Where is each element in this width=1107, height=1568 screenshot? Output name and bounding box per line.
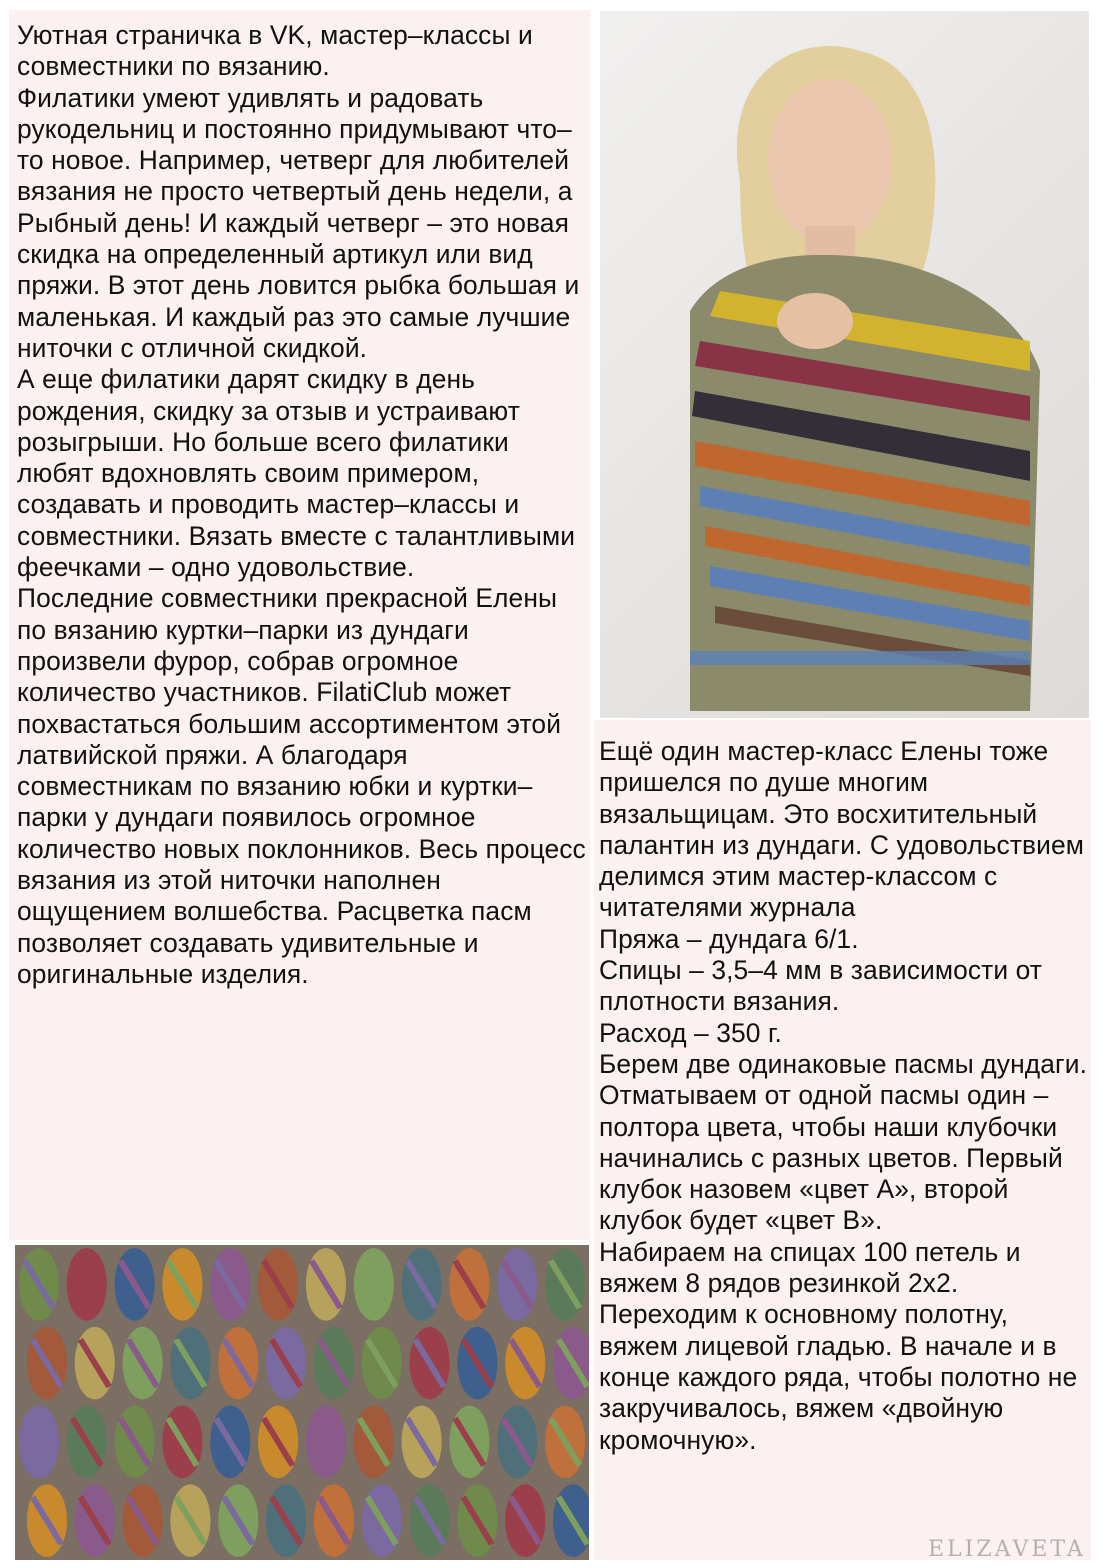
article-left-column xyxy=(17,20,589,990)
article-paragraph: Набираем на спицах 100 петель и вяжем 8 рядов резинкой 2х2. xyxy=(599,1236,1021,1299)
article-paragraph: Берем две одинаковые пасмы дундаги. Отматываем от одной пасмы один – полтора цвета, чтобы наши клубочки начинались с разных цветов. Первый клубок назовем «цвет А», второй клубок будет «цвет В». xyxy=(599,1048,1088,1236)
article-paragraph: Расход – 350 г. xyxy=(599,1017,782,1048)
yarn-skeins-photo xyxy=(15,1245,589,1560)
article-paragraph: А еще филатики дарят скидку в день рождения, скидку за отзыв и устраивают розыгрыши. Но больше всего филатики любят вдохновлять своим примером, создавать и проводить мастер–классы и совместники. Вязать вместе с талантливыми феечками – одно удовольствие. xyxy=(17,364,576,583)
article-paragraph: Последние совместники прекрасной Елены по вязанию куртки–парки из дундаги произвели фурор, собрав огромное количество участников. FilatiClub может похвастаться большим ассортиментом этой латвийской пряжи. А благодаря совместникам по вязанию юбки и куртки–парки у дундаги появилось огромное количество новых поклонников. Весь процесс вязания из этой ниточки наполнен ощущением волшебства. Расцветка пасм позволяет создавать удивительные и оригинальные изделия. xyxy=(17,583,586,989)
article-paragraph: Ещё один мастер-класс Елены тоже пришелся по душе многим вязальщицам. Это восхитительный палантин из дундаги. С удовольствием делимся этим мастер-классом с читателями журнала xyxy=(599,736,1085,923)
article-right-column xyxy=(599,736,1089,1456)
article-paragraph: Спицы – 3,5–4 мм в зависимости от плотности вязания. xyxy=(599,955,1042,1017)
article-paragraph: Филатики умеют удивлять и радовать рукодельниц и постоянно придумывают что–то новое. Например, четверг для любителей вязания не просто четвертый день недели, а Рыбный день! И каждый четверг – это новая скидка на определенный артикул или вид пряжи. В этот день ловится рыбка большая и маленькая. И каждый раз это самые лучшие ниточки с отличной скидкой. xyxy=(17,82,580,363)
watermark: ELIZAVETA xyxy=(928,1537,1086,1562)
woman-in-striped-stole-photo xyxy=(600,11,1089,718)
article-paragraph: Уютная страничка в VK, мастер–классы и совместники по вязанию. xyxy=(17,20,533,82)
article-paragraph: Переходим к основному полотну, вяжем лицевой гладью. В начале и в конце каждого ряда, чтобы полотно не закручивалось, вяжем «двойную кромочную». xyxy=(599,1299,1078,1455)
article-paragraph: Пряжа – дундага 6/1. xyxy=(599,923,859,954)
